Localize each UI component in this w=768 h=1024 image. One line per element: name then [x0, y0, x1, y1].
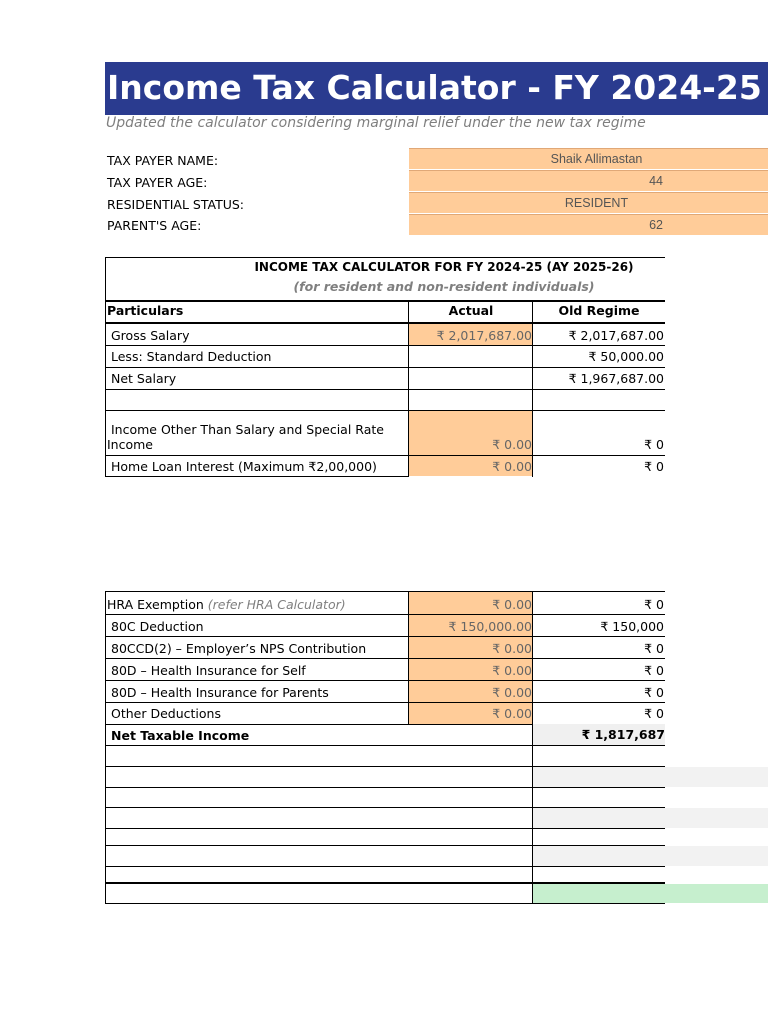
row-home-loan-label: Home Loan Interest (Maximum ₹2,00,000) — [111, 459, 377, 474]
row-other-income-label-line1: Income Other Than Salary and Special Rate — [111, 422, 384, 437]
summary-cell-total — [533, 884, 768, 903]
net-taxable-income-label: Net Taxable Income — [111, 728, 250, 743]
row-hra-actual: ₹ 0.00 — [492, 597, 532, 612]
row-80d-self-actual: ₹ 0.00 — [492, 663, 532, 678]
row-hra-old: ₹ 0 — [644, 597, 664, 612]
residential-status-value: RESIDENT — [564, 196, 629, 210]
row-other-deductions-label: Other Deductions — [111, 706, 221, 721]
row-home-loan-old: ₹ 0 — [644, 459, 664, 474]
col-header-old-regime: Old Regime — [558, 303, 640, 318]
residential-status-label: RESIDENTIAL STATUS: — [107, 197, 244, 212]
taxpayer-age-label: TAX PAYER AGE: — [107, 175, 208, 190]
row-other-deductions-actual: ₹ 0.00 — [492, 706, 532, 721]
row-80d-self-old: ₹ 0 — [644, 663, 664, 678]
col-header-particulars: Particulars — [107, 303, 184, 318]
row-80d-parents-actual: ₹ 0.00 — [492, 685, 532, 700]
row-80d-parents-old: ₹ 0 — [644, 685, 664, 700]
row-home-loan-actual: ₹ 0.00 — [492, 459, 532, 474]
row-other-income-old: ₹ 0 — [644, 437, 664, 452]
row-80c-actual: ₹ 150,000.00 — [448, 619, 532, 634]
col-header-actual: Actual — [448, 303, 494, 318]
page-subtitle: Updated the calculator considering marginal relief under the new tax regime — [106, 115, 646, 131]
calculator-subtitle: (for resident and non-resident individuals) — [293, 279, 595, 294]
row-80ccd2-old: ₹ 0 — [644, 641, 664, 656]
taxpayer-name-label: TAX PAYER NAME: — [107, 153, 219, 168]
row-80d-parents-label: 80D – Health Insurance for Parents — [111, 685, 329, 700]
parent-age-label: PARENT'S AGE: — [107, 218, 202, 233]
summary-cell-2 — [533, 808, 768, 828]
row-80c-label: 80C Deduction — [111, 619, 204, 634]
parent-age-value: 62 — [649, 218, 663, 232]
row-80ccd2-label: 80CCD(2) – Employer’s NPS Contribution — [111, 641, 367, 656]
row-standard-deduction-label: Less: Standard Deduction — [111, 349, 272, 364]
row-hra-note: (refer HRA Calculator) — [207, 597, 346, 612]
row-other-income-label-line2: Income — [107, 437, 153, 452]
row-hra-label-text: HRA Exemption — [107, 597, 208, 612]
row-gross-salary-label: Gross Salary — [111, 328, 190, 343]
calculator-title: INCOME TAX CALCULATOR FOR FY 2024-25 (AY 2025-26) — [254, 260, 634, 274]
row-net-salary-label: Net Salary — [111, 371, 177, 386]
row-80ccd2-actual: ₹ 0.00 — [492, 641, 532, 656]
summary-cell-3 — [533, 846, 768, 866]
row-gross-salary-old: ₹ 2,017,687.00 — [568, 328, 664, 343]
row-net-salary-old: ₹ 1,967,687.00 — [568, 371, 664, 386]
row-80d-self-label: 80D – Health Insurance for Self — [111, 663, 306, 678]
taxpayer-name-value: Shaik Allimastan — [550, 152, 643, 166]
row-hra-label — [107, 597, 407, 612]
net-taxable-income-value: ₹ 1,817,687 — [533, 724, 665, 745]
row-other-income-actual: ₹ 0.00 — [492, 437, 532, 452]
row-80c-old: ₹ 150,000 — [600, 619, 664, 634]
row-standard-deduction-old: ₹ 50,000.00 — [588, 349, 664, 364]
page-title: Income Tax Calculator - FY 2024-25 — [107, 68, 762, 107]
summary-cell-1 — [533, 767, 768, 787]
row-gross-salary-actual: ₹ 2,017,687.00 — [436, 328, 532, 343]
row-other-deductions-old: ₹ 0 — [644, 706, 664, 721]
taxpayer-age-value: 44 — [649, 174, 663, 188]
